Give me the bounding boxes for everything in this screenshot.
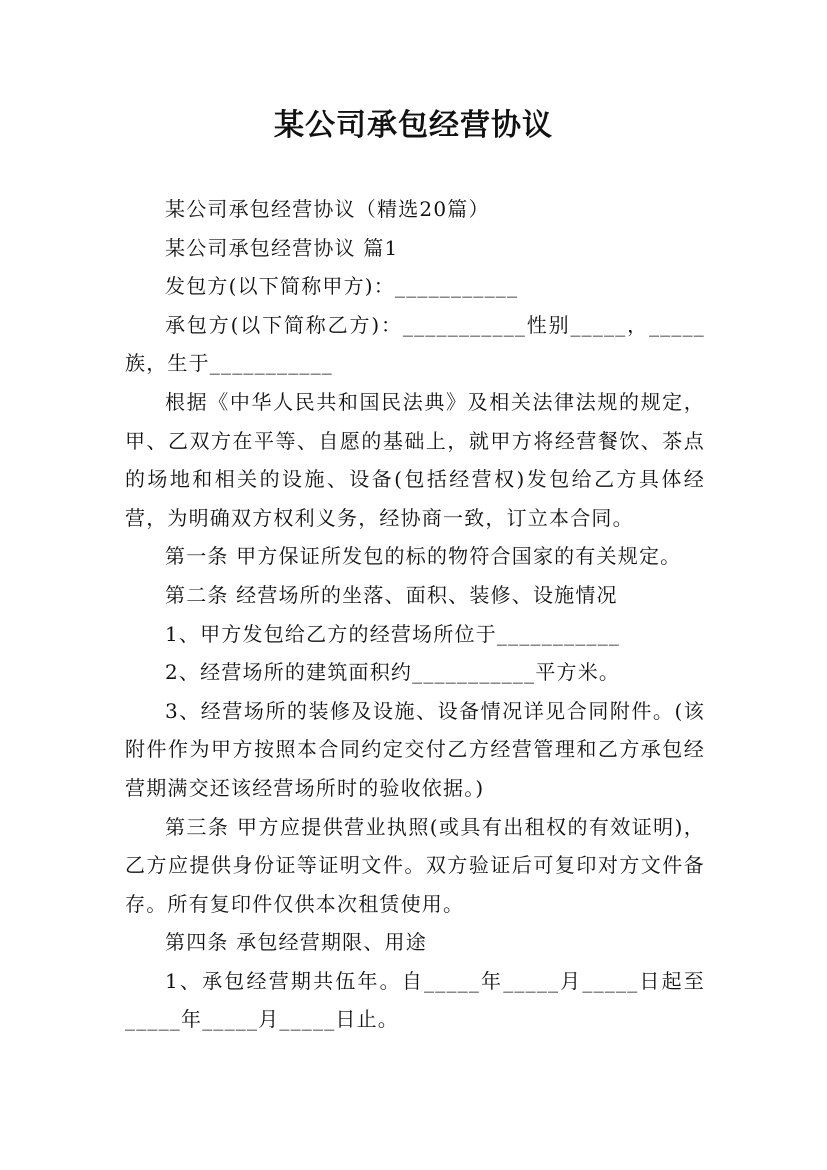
paragraph: 第二条 经营场所的坐落、面积、装修、设施情况 — [165, 582, 618, 607]
paragraph: 3、经营场所的装修及设施、设备情况详见合同附件。(该附件作为甲方按照本合同约定交付乙方经营管理和乙方承包经营期满交还该经营场所时的验收依据。) — [125, 698, 705, 800]
paragraph: 发包方(以下简称甲方)：___________ — [165, 274, 519, 299]
paragraph: 2、经营场所的建筑面积约___________平方米。 — [165, 660, 621, 685]
document-body — [125, 190, 705, 1039]
paragraph: 第四条 承包经营期限、用途 — [165, 930, 427, 955]
document-title: 某公司承包经营协议 — [274, 108, 553, 143]
paragraph: 承包方(以下简称乙方)：___________性别_____，_____族，生于___________ — [125, 312, 705, 376]
paragraph: 1、甲方发包给乙方的经营场所位于___________ — [165, 621, 621, 646]
paragraph: 某公司承包经营协议（精选20篇） — [165, 197, 490, 221]
paragraph: 某公司承包经营协议 篇1 — [165, 235, 399, 260]
paragraph: 1、承包经营期共伍年。自_____年_____月_____日起至_____年_____月_____日止。 — [125, 968, 705, 1032]
paragraph: 根据《中华人民共和国民法典》及相关法律法规的规定，甲、乙双方在平等、自愿的基础上，就甲方将经营餐饮、茶点的场地和相关的设施、设备(包括经营权)发包给乙方具体经营，为明确双方权利义务，经协商一致，订立本合同。 — [125, 389, 705, 530]
paragraph: 第三条 甲方应提供营业执照(或具有出租权的有效证明)，乙方应提供身份证等证明文件。双方验证后可复印对方文件备存。所有复印件仅供本次租赁使用。 — [125, 814, 705, 916]
paragraph: 第一条 甲方保证所发包的标的物符合国家的有关规定。 — [165, 544, 682, 569]
